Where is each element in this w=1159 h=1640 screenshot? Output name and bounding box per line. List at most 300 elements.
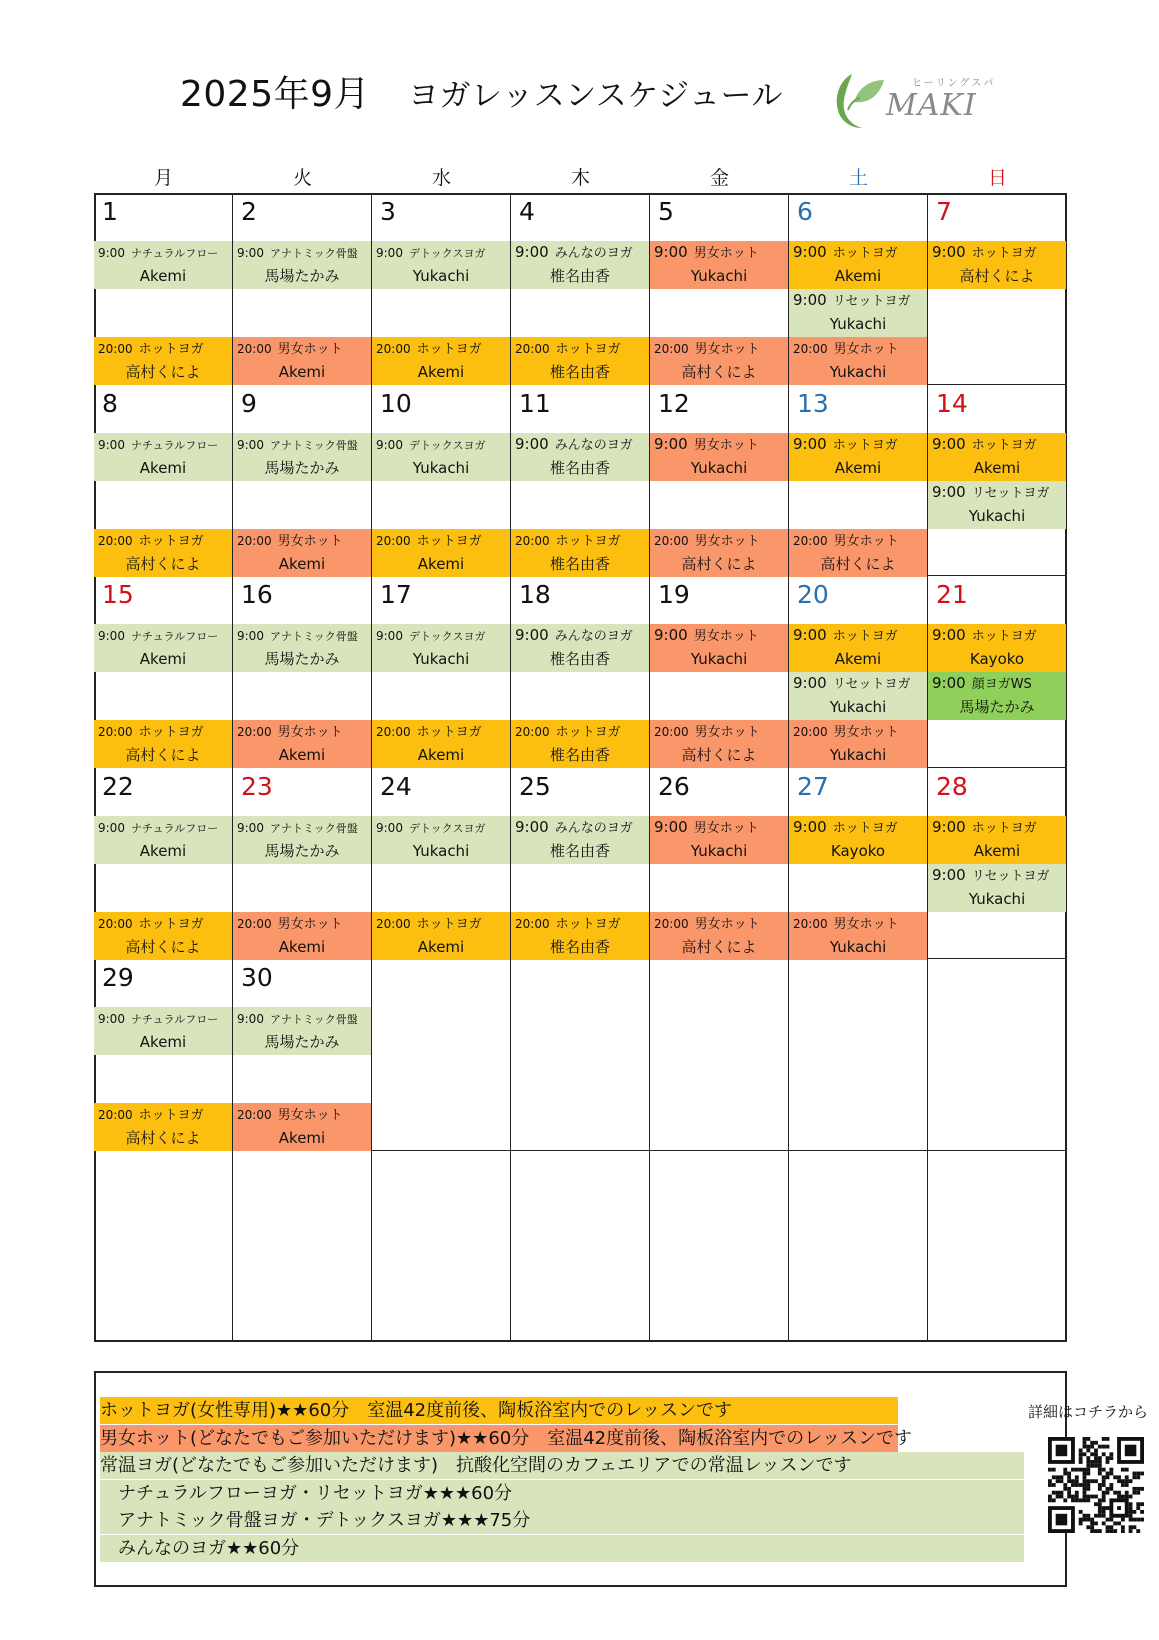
lesson-title-line xyxy=(233,337,371,361)
lesson-instructor: Akemi xyxy=(139,841,187,860)
lesson-title-line xyxy=(94,1103,232,1127)
lesson-title-line xyxy=(650,337,788,361)
lesson-instructor: Akemi xyxy=(139,1033,187,1051)
weekday-label: 月 xyxy=(153,167,173,189)
calendar-day-cell xyxy=(233,959,372,1151)
lesson-event[interactable] xyxy=(94,912,232,960)
lesson-event[interactable] xyxy=(372,433,510,481)
lesson-time: 20:00 xyxy=(237,533,272,548)
lesson-title-line xyxy=(511,337,649,361)
lesson-title-line xyxy=(233,1103,371,1127)
lesson-time: 20:00 xyxy=(654,342,689,356)
lesson-title-line xyxy=(233,912,371,936)
lesson-event[interactable] xyxy=(789,337,927,385)
calendar-day-cell xyxy=(650,768,789,960)
lesson-event[interactable] xyxy=(233,816,371,864)
lesson-instructor: Yukachi xyxy=(690,841,748,860)
lesson-event[interactable] xyxy=(511,433,649,481)
lesson-event[interactable] xyxy=(511,337,649,385)
lesson-name: 男女ホット xyxy=(833,533,899,549)
weekday-label: 水 xyxy=(431,167,451,189)
lesson-instructor: Akemi xyxy=(417,363,465,381)
lesson-name: リセットヨガ xyxy=(971,485,1050,501)
lesson-time: 20:00 xyxy=(515,916,550,931)
lesson-instructor: 高村くによ xyxy=(820,554,896,573)
lesson-time: 20:00 xyxy=(654,725,689,739)
lesson-instructor: 馬場たかみ xyxy=(264,267,340,285)
lesson-title-line xyxy=(94,337,232,361)
lesson-event[interactable] xyxy=(233,433,371,481)
calendar-day-cell xyxy=(94,1151,233,1342)
lesson-event[interactable] xyxy=(94,529,232,577)
lesson-title-line xyxy=(372,720,510,744)
lesson-event[interactable] xyxy=(789,720,927,768)
lesson-instructor: Yukachi xyxy=(829,937,887,956)
lesson-name: デトックスヨガ xyxy=(408,247,486,260)
lesson-time: 20:00 xyxy=(237,1108,272,1122)
lesson-instructor: Akemi xyxy=(417,554,465,573)
qr-caption: 詳細はコチラから xyxy=(1028,1403,1149,1421)
lesson-time: 9:00 xyxy=(376,246,403,260)
lesson-event[interactable] xyxy=(372,816,510,864)
calendar-day-cell xyxy=(511,576,650,768)
lesson-event[interactable] xyxy=(650,433,788,481)
lesson-name: ホットヨガ xyxy=(832,629,898,644)
lesson-name: リセットヨガ xyxy=(971,868,1050,884)
lesson-time: 20:00 xyxy=(376,533,411,548)
lesson-event[interactable] xyxy=(94,624,232,672)
legend-line: アナトミック骨盤ヨガ・デトックスヨガ★★★75分 xyxy=(100,1507,1024,1534)
weekday-label: 金 xyxy=(709,167,729,189)
lesson-instructor: 椎名由香 xyxy=(549,458,610,477)
lesson-title-line xyxy=(233,720,371,744)
lesson-event[interactable] xyxy=(233,241,371,289)
legend-line: ホットヨガ(女性専用)★★60分 室温42度前後、陶板浴室内でのレッスンです xyxy=(100,1397,898,1424)
lesson-name: 男女ホット xyxy=(277,342,343,357)
lesson-name: ホットヨガ xyxy=(138,342,204,357)
lesson-event[interactable] xyxy=(94,1007,232,1055)
lesson-title-line xyxy=(233,433,371,457)
lesson-instructor: 高村くによ xyxy=(681,363,757,381)
leaf-logo-icon xyxy=(826,66,888,136)
lesson-name: デトックスヨガ xyxy=(408,438,486,452)
lesson-instructor: 椎名由香 xyxy=(549,650,610,668)
lesson-event[interactable] xyxy=(372,337,510,385)
lesson-instructor: Yukachi xyxy=(968,889,1026,908)
title-month: 2025年9月 xyxy=(180,74,371,115)
lesson-instructor: 馬場たかみ xyxy=(264,1033,340,1051)
lesson-instructor: Akemi xyxy=(973,841,1021,860)
lesson-name: ホットヨガ xyxy=(138,1108,204,1123)
lesson-event[interactable] xyxy=(928,672,1066,720)
calendar-day-cell xyxy=(372,193,511,385)
lesson-event[interactable] xyxy=(94,720,232,768)
calendar-day-cell xyxy=(928,576,1066,768)
lesson-event[interactable] xyxy=(233,912,371,960)
lesson-name: 男女ホット xyxy=(833,342,899,357)
lesson-instructor: Kayoko xyxy=(830,841,886,860)
calendar-day-cell xyxy=(94,959,233,1151)
lesson-event[interactable] xyxy=(94,816,232,864)
lesson-title-line xyxy=(928,672,1066,696)
lesson-event[interactable] xyxy=(789,289,927,337)
lesson-event[interactable] xyxy=(789,433,927,481)
lesson-name: リセットヨガ xyxy=(832,294,911,309)
lesson-title-line xyxy=(372,433,510,457)
lesson-event[interactable] xyxy=(928,241,1066,289)
lesson-name: みんなのヨガ xyxy=(554,246,633,261)
lesson-instructor: Akemi xyxy=(417,746,465,764)
lesson-title-line xyxy=(233,1007,371,1031)
lesson-time: 9:00 xyxy=(515,817,549,836)
lesson-event[interactable] xyxy=(233,624,371,672)
lesson-time: 9:00 xyxy=(932,626,966,644)
lesson-time: 20:00 xyxy=(98,1108,133,1122)
lesson-time: 9:00 xyxy=(376,437,403,452)
lesson-title-line xyxy=(650,433,788,457)
lesson-title-line xyxy=(372,337,510,361)
lesson-time: 20:00 xyxy=(515,533,550,548)
lesson-instructor: Yukachi xyxy=(968,506,1026,525)
lesson-event[interactable] xyxy=(372,241,510,289)
lesson-time: 9:00 xyxy=(237,1012,264,1026)
lesson-instructor: 高村くによ xyxy=(959,267,1035,285)
lesson-title-line xyxy=(928,433,1066,457)
title-subtitle: ヨガレッスンスケジュール xyxy=(408,78,783,114)
lesson-instructor: 椎名由香 xyxy=(549,937,610,956)
lesson-time: 9:00 xyxy=(932,243,966,261)
weekday-label: 日 xyxy=(987,167,1007,189)
lesson-name: 男女ホット xyxy=(277,533,343,549)
lesson-instructor: Yukachi xyxy=(829,363,887,381)
lesson-time: 9:00 xyxy=(654,626,688,644)
lesson-event[interactable] xyxy=(650,337,788,385)
lesson-instructor: Akemi xyxy=(139,458,187,477)
lesson-name: ホットヨガ xyxy=(138,916,204,932)
lesson-name: 男女ホット xyxy=(693,246,759,261)
lesson-event[interactable] xyxy=(928,864,1066,912)
lesson-title-line xyxy=(789,816,927,840)
day-number: 10 xyxy=(380,388,412,418)
calendar-day-cell xyxy=(789,193,928,385)
lesson-name: ナチュラルフロー xyxy=(130,247,219,260)
lesson-title-line xyxy=(928,241,1066,265)
calendar-day-cell xyxy=(372,1151,511,1342)
lesson-event[interactable] xyxy=(511,529,649,577)
lesson-title-line xyxy=(233,624,371,648)
lesson-time: 9:00 xyxy=(793,291,827,309)
calendar-day-cell xyxy=(372,959,511,1151)
day-number: 9 xyxy=(241,388,257,418)
calendar-day-cell xyxy=(928,193,1066,385)
calendar-day-cell xyxy=(372,385,511,577)
lesson-time: 9:00 xyxy=(793,434,827,453)
lesson-time: 9:00 xyxy=(654,243,688,261)
lesson-title-line xyxy=(372,241,510,265)
lesson-name: 男女ホット xyxy=(277,916,343,932)
lesson-time: 9:00 xyxy=(376,629,403,643)
lesson-event[interactable] xyxy=(372,912,510,960)
lesson-instructor: Akemi xyxy=(278,554,326,573)
lesson-event[interactable] xyxy=(511,816,649,864)
lesson-time: 9:00 xyxy=(237,246,264,260)
lesson-title-line xyxy=(650,529,788,553)
lesson-event[interactable] xyxy=(928,433,1066,481)
legend-box xyxy=(94,1371,1149,1587)
lesson-time: 9:00 xyxy=(515,626,549,644)
lesson-time: 9:00 xyxy=(515,243,549,261)
lesson-event[interactable] xyxy=(928,481,1066,529)
legend-line: みんなのヨガ★★60分 xyxy=(100,1535,1024,1562)
lesson-name: ホットヨガ xyxy=(138,533,204,549)
day-number: 5 xyxy=(658,197,674,226)
lesson-title-line xyxy=(789,337,927,361)
lesson-name: ホットヨガ xyxy=(971,246,1037,261)
lesson-title-line xyxy=(650,241,788,265)
lesson-title-line xyxy=(372,624,510,648)
lesson-event[interactable] xyxy=(511,912,649,960)
day-number: 22 xyxy=(102,771,134,801)
lesson-name: みんなのヨガ xyxy=(554,629,633,644)
lesson-instructor: Yukachi xyxy=(690,267,748,285)
lesson-event[interactable] xyxy=(789,672,927,720)
lesson-title-line xyxy=(789,433,927,457)
lesson-name: ホットヨガ xyxy=(416,342,482,357)
lesson-name: みんなのヨガ xyxy=(554,437,633,453)
page-title xyxy=(180,66,783,117)
lesson-name: アナトミック骨盤 xyxy=(269,630,358,643)
lesson-event[interactable] xyxy=(650,912,788,960)
lesson-instructor: Kayoko xyxy=(969,650,1025,668)
lesson-name: アナトミック骨盤 xyxy=(269,1013,358,1026)
lesson-title-line xyxy=(789,529,927,553)
lesson-instructor: 馬場たかみ xyxy=(264,650,340,668)
calendar-day-cell xyxy=(650,193,789,385)
day-number: 28 xyxy=(936,771,968,801)
lesson-event[interactable] xyxy=(650,529,788,577)
lesson-name: 男女ホット xyxy=(693,437,759,453)
legend-line: 男女ホット(どなたでもご参加いただけます)★★60分 室温42度前後、陶板浴室内でのレッスンです xyxy=(100,1425,898,1452)
lesson-instructor: 椎名由香 xyxy=(549,267,610,285)
day-number: 12 xyxy=(658,388,690,418)
lesson-name: 男女ホット xyxy=(833,916,899,932)
lesson-event[interactable] xyxy=(94,433,232,481)
lesson-title-line xyxy=(650,720,788,744)
lesson-time: 9:00 xyxy=(237,820,264,835)
lesson-name: ホットヨガ xyxy=(555,342,621,357)
lesson-time: 9:00 xyxy=(237,629,264,643)
lesson-time: 9:00 xyxy=(98,437,125,452)
lesson-time: 20:00 xyxy=(654,916,689,931)
lesson-title-line xyxy=(650,624,788,648)
lesson-title-line xyxy=(789,912,927,936)
lesson-title-line xyxy=(650,912,788,936)
lesson-name: 男女ホット xyxy=(277,1108,343,1123)
lesson-instructor: Akemi xyxy=(278,363,326,381)
lesson-event[interactable] xyxy=(928,624,1066,672)
calendar-day-cell xyxy=(233,1151,372,1342)
lesson-title-line xyxy=(233,241,371,265)
lesson-event[interactable] xyxy=(233,720,371,768)
calendar-day-cell xyxy=(94,576,233,768)
day-number: 20 xyxy=(797,580,829,609)
day-number: 15 xyxy=(102,580,134,609)
calendar-day-cell xyxy=(511,768,650,960)
calendar-day-cell xyxy=(233,385,372,577)
lesson-event[interactable] xyxy=(789,912,927,960)
lesson-event[interactable] xyxy=(233,529,371,577)
lesson-name: 男女ホット xyxy=(693,820,759,836)
lesson-name: 男女ホット xyxy=(694,725,760,740)
lesson-name: ホットヨガ xyxy=(971,820,1037,836)
day-number: 26 xyxy=(658,771,690,801)
lesson-event[interactable] xyxy=(650,241,788,289)
lesson-instructor: 高村くによ xyxy=(125,363,201,381)
lesson-title-line xyxy=(928,864,1066,888)
lesson-name: リセットヨガ xyxy=(832,677,911,692)
lesson-time: 20:00 xyxy=(654,533,689,548)
day-number: 24 xyxy=(380,771,412,801)
lesson-instructor: Akemi xyxy=(139,267,187,285)
lesson-name: みんなのヨガ xyxy=(554,820,633,836)
calendar-day-cell xyxy=(789,576,928,768)
lesson-event[interactable] xyxy=(94,337,232,385)
calendar-day-cell xyxy=(233,193,372,385)
lesson-time: 9:00 xyxy=(376,820,403,835)
lesson-event[interactable] xyxy=(928,816,1066,864)
lesson-name: 男女ホット xyxy=(694,342,760,357)
lesson-title-line xyxy=(233,816,371,840)
lesson-instructor: Akemi xyxy=(278,746,326,764)
lesson-instructor: 馬場たかみ xyxy=(264,458,340,477)
lesson-instructor: 高村くによ xyxy=(125,937,201,956)
lesson-name: 男女ホット xyxy=(277,725,343,740)
lesson-event[interactable] xyxy=(511,241,649,289)
calendar-day-cell xyxy=(94,193,233,385)
calendar-day-cell xyxy=(789,385,928,577)
lesson-title-line xyxy=(928,816,1066,840)
calendar-day-cell xyxy=(928,959,1066,1151)
lesson-name: ホットヨガ xyxy=(416,916,482,932)
calendar-day-cell xyxy=(94,768,233,960)
lesson-event[interactable] xyxy=(650,816,788,864)
lesson-event[interactable] xyxy=(511,624,649,672)
calendar-day-cell xyxy=(789,959,928,1151)
lesson-time: 20:00 xyxy=(98,725,133,739)
lesson-name: ホットヨガ xyxy=(555,533,621,549)
day-number: 8 xyxy=(102,388,118,418)
lesson-event[interactable] xyxy=(233,1007,371,1055)
lesson-time: 20:00 xyxy=(98,916,133,931)
lesson-instructor: 高村くによ xyxy=(125,1129,201,1147)
lesson-name: ホットヨガ xyxy=(416,533,482,549)
lesson-title-line xyxy=(94,624,232,648)
lesson-instructor: 馬場たかみ xyxy=(959,698,1035,716)
lesson-instructor: Akemi xyxy=(834,650,882,668)
lesson-event[interactable] xyxy=(650,720,788,768)
lesson-time: 9:00 xyxy=(793,243,827,261)
lesson-time: 9:00 xyxy=(237,437,264,452)
lesson-title-line xyxy=(94,433,232,457)
lesson-time: 9:00 xyxy=(98,629,125,643)
day-number: 2 xyxy=(241,197,257,226)
lesson-name: 男女ホット xyxy=(833,725,899,740)
day-number: 11 xyxy=(519,388,551,418)
lesson-instructor: Yukachi xyxy=(690,650,748,668)
lesson-event[interactable] xyxy=(372,624,510,672)
lesson-name: デトックスヨガ xyxy=(408,630,486,643)
lesson-instructor: Akemi xyxy=(417,937,465,956)
weekday-label: 木 xyxy=(570,167,590,189)
lesson-time: 20:00 xyxy=(376,916,411,931)
lesson-event[interactable] xyxy=(372,720,510,768)
lesson-title-line xyxy=(789,720,927,744)
lesson-name: ホットヨガ xyxy=(832,820,898,836)
lesson-name: ホットヨガ xyxy=(832,437,898,453)
lesson-title-line xyxy=(372,529,510,553)
lesson-event[interactable] xyxy=(789,241,927,289)
lesson-event[interactable] xyxy=(789,816,927,864)
calendar-day-cell xyxy=(789,768,928,960)
lesson-title-line xyxy=(94,720,232,744)
lesson-title-line xyxy=(789,241,927,265)
calendar-day-cell xyxy=(511,1151,650,1342)
lesson-time: 20:00 xyxy=(237,916,272,931)
lesson-name: ホットヨガ xyxy=(971,437,1037,453)
logo-text: MAKI xyxy=(886,88,977,123)
lesson-title-line xyxy=(789,672,927,696)
lesson-title-line xyxy=(789,624,927,648)
lesson-time: 9:00 xyxy=(515,434,549,453)
lesson-event[interactable] xyxy=(650,624,788,672)
calendar-day-cell xyxy=(511,959,650,1151)
weekday-label: 火 xyxy=(292,167,312,189)
lesson-event[interactable] xyxy=(372,529,510,577)
calendar-day-cell xyxy=(511,385,650,577)
lesson-event[interactable] xyxy=(94,241,232,289)
lesson-name: アナトミック骨盤 xyxy=(269,247,358,260)
day-number: 29 xyxy=(102,963,134,992)
lesson-name: アナトミック骨盤 xyxy=(269,821,358,835)
lesson-time: 9:00 xyxy=(793,817,827,836)
lesson-title-line xyxy=(94,1007,232,1031)
lesson-event[interactable] xyxy=(789,624,927,672)
lesson-title-line xyxy=(511,912,649,936)
lesson-title-line xyxy=(94,816,232,840)
lesson-time: 20:00 xyxy=(237,342,272,356)
qr-code-icon[interactable] xyxy=(1048,1437,1144,1533)
lesson-instructor: 椎名由香 xyxy=(549,746,610,764)
lesson-event[interactable] xyxy=(94,1103,232,1151)
lesson-title-line xyxy=(511,241,649,265)
lesson-instructor: 高村くによ xyxy=(125,746,201,764)
day-number: 7 xyxy=(936,197,952,226)
calendar-day-cell xyxy=(233,576,372,768)
lesson-name: ナチュラルフロー xyxy=(130,1013,219,1026)
lesson-instructor: Yukachi xyxy=(412,267,470,285)
lesson-event[interactable] xyxy=(789,529,927,577)
lesson-event[interactable] xyxy=(233,1103,371,1151)
logo-ruby-text: ヒーリングスパ xyxy=(912,78,996,89)
lesson-event[interactable] xyxy=(233,337,371,385)
lesson-time: 9:00 xyxy=(98,1012,125,1026)
lesson-name: ホットヨガ xyxy=(971,629,1037,644)
day-number: 23 xyxy=(241,771,273,801)
lesson-event[interactable] xyxy=(511,720,649,768)
lesson-instructor: Akemi xyxy=(278,1129,326,1147)
lesson-instructor: Akemi xyxy=(834,458,882,477)
lesson-time: 9:00 xyxy=(932,674,966,692)
